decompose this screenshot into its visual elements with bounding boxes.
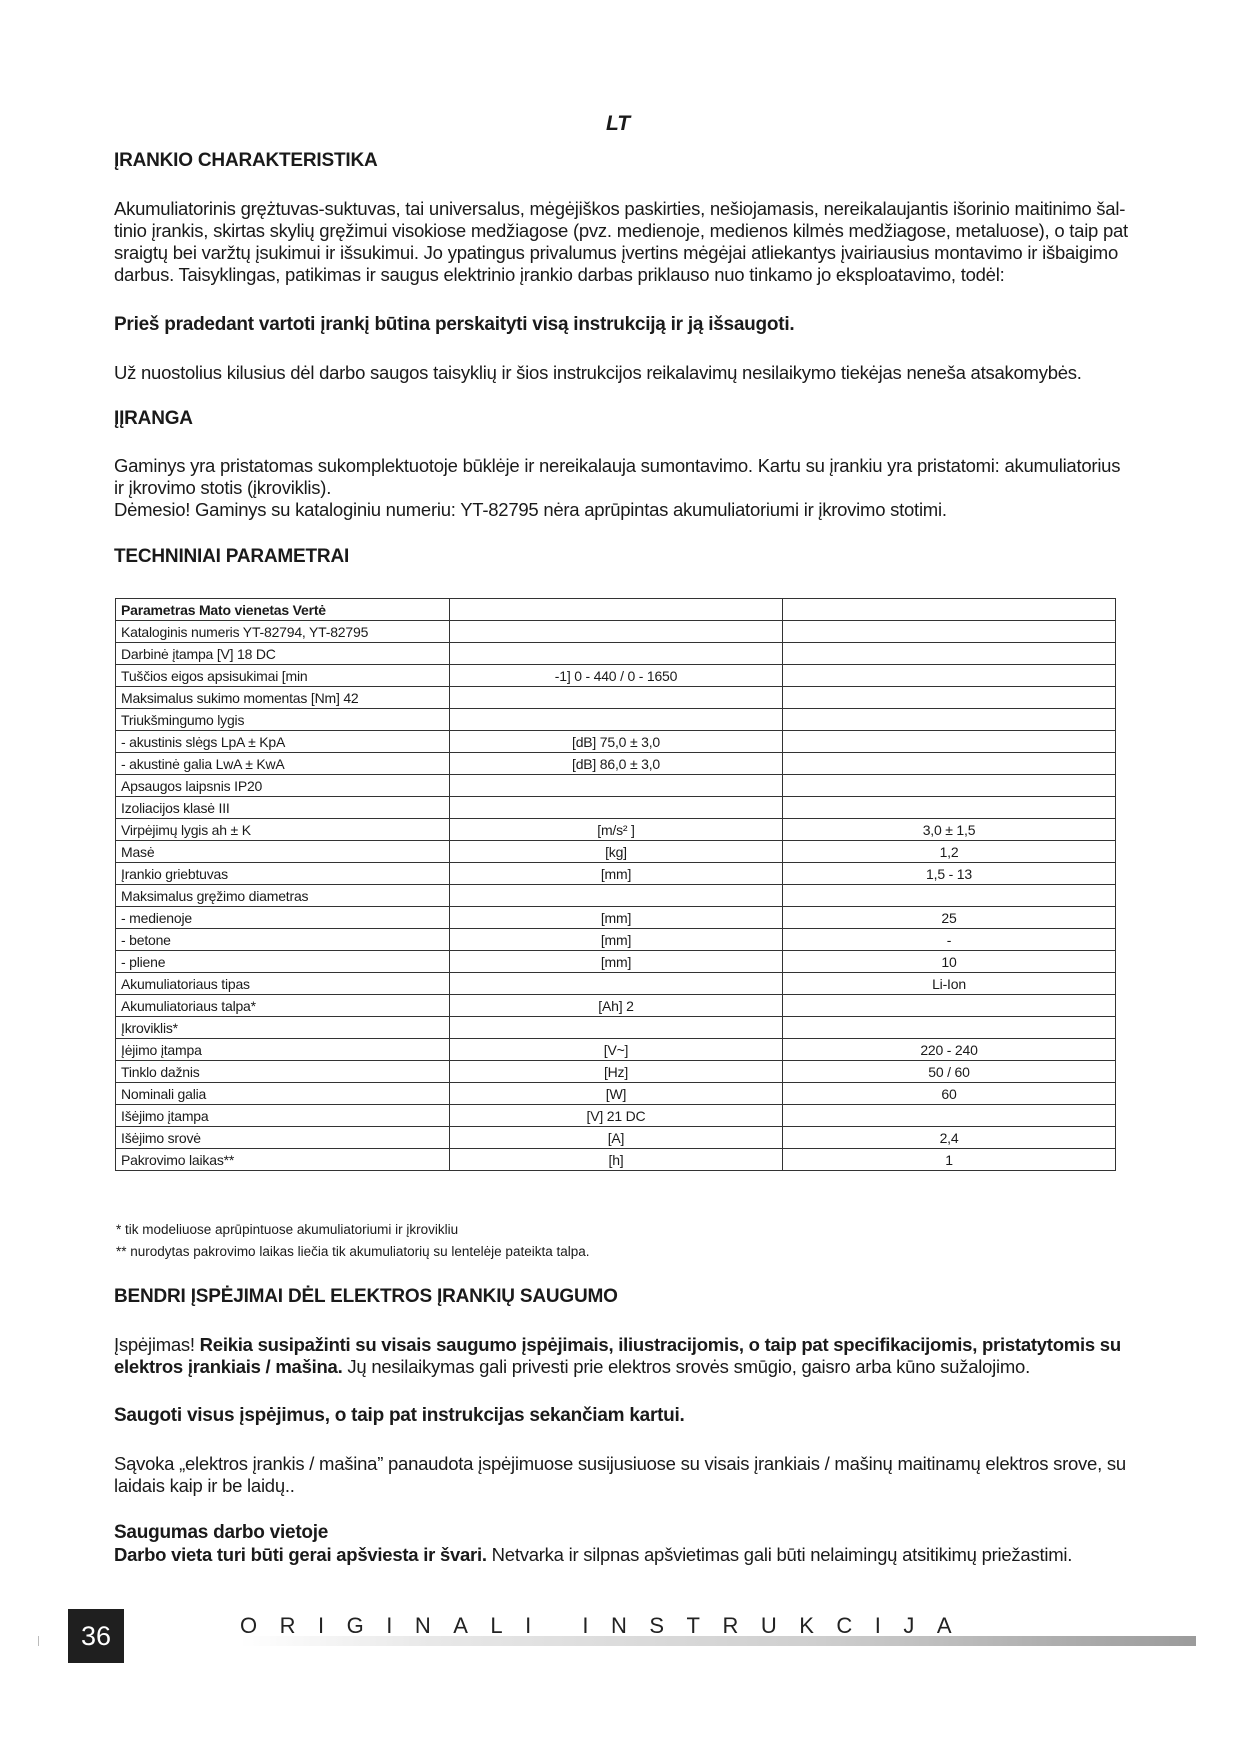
- param-cell: Parametras Mato vienetas Vertė: [116, 599, 450, 621]
- unit-cell: -1] 0 - 440 / 0 - 1650: [450, 665, 783, 687]
- unit-cell: [450, 599, 783, 621]
- unit-cell: [Ah] 2: [450, 995, 783, 1017]
- value-cell: 10: [783, 951, 1116, 973]
- param-cell: Tuščios eigos apsisukimai [min: [116, 665, 450, 687]
- heading-tool-characteristics: ĮRANKIO CHARAKTERISTIKA: [114, 150, 378, 171]
- param-cell: - akustinė galia LwA ± KwA: [116, 753, 450, 775]
- unit-cell: [450, 709, 783, 731]
- table-row: [116, 753, 1116, 775]
- param-cell: - medienoje: [116, 907, 450, 929]
- param-cell: Virpėjimų lygis ah ± K: [116, 819, 450, 841]
- param-cell: Akumuliatoriaus talpa*: [116, 995, 450, 1017]
- value-cell: -: [783, 929, 1116, 951]
- table-row: [116, 1039, 1116, 1061]
- value-cell: [783, 753, 1116, 775]
- table-row: [116, 709, 1116, 731]
- warning-bold-2: elektros įrankiais / mašina.: [114, 1356, 343, 1377]
- value-cell: [783, 687, 1116, 709]
- unit-cell: [dB] 75,0 ± 3,0: [450, 731, 783, 753]
- table-row: [116, 907, 1116, 929]
- text-line: Sąvoka „elektros įrankis / mašina” panaudota įspėjimuose susijusiuose su visais įrankiais / mašinų maitinamų elektros srove, su: [114, 1453, 1126, 1474]
- value-cell: 1: [783, 1149, 1116, 1171]
- table-row: [116, 819, 1116, 841]
- unit-cell: [V~]: [450, 1039, 783, 1061]
- unit-cell: [h]: [450, 1149, 783, 1171]
- table-row: [116, 797, 1116, 819]
- table-row: [116, 599, 1116, 621]
- language-code: LT: [606, 112, 631, 135]
- table-row: [116, 731, 1116, 753]
- value-cell: [783, 599, 1116, 621]
- table-row: [116, 1061, 1116, 1083]
- unit-cell: [mm]: [450, 863, 783, 885]
- text-line: darbus. Taisyklingas, patikimas ir saugus elektrinio įrankio darbas priklauso nuo tinkamo jo eksploatavimo, todėl:: [114, 264, 1005, 285]
- unit-cell: [450, 1017, 783, 1039]
- table-row: [116, 841, 1116, 863]
- table-row: [116, 1127, 1116, 1149]
- param-cell: Apsaugos laipsnis IP20: [116, 775, 450, 797]
- table-row: [116, 643, 1116, 665]
- param-cell: Darbinė įtampa [V] 18 DC: [116, 643, 450, 665]
- bold-keep-warnings: Saugoti visus įspėjimus, o taip pat instrukcijas sekančiam kartui.: [114, 1405, 685, 1426]
- text-line: Gaminys yra pristatomas sukomplektuotoje būklėje ir nereikalauja sumontavimo. Kartu su įrankiu yra pristatomi: akumuliatorius: [114, 455, 1121, 476]
- unit-cell: [450, 885, 783, 907]
- value-cell: 3,0 ± 1,5: [783, 819, 1116, 841]
- text-line: tinio įrankis, skirtas skylių gręžimui visokiose medžiagose (pvz. medienoje, medienos kilmės medžiagose, metaluose), o taip pat: [114, 220, 1128, 241]
- footnote-charging-time: ** nurodytas pakrovimo laikas liečia tik akumuliatorių su lentelėje pateikta talpa.: [116, 1244, 590, 1259]
- paragraph-tool-description: [114, 198, 1128, 286]
- page-number: 36: [68, 1609, 124, 1663]
- value-cell: 2,4: [783, 1127, 1116, 1149]
- value-cell: [783, 665, 1116, 687]
- value-cell: [783, 621, 1116, 643]
- unit-cell: [mm]: [450, 929, 783, 951]
- param-cell: - betone: [116, 929, 450, 951]
- warning-prefix: Įspėjimas!: [114, 1334, 200, 1355]
- table-row: [116, 995, 1116, 1017]
- value-cell: 220 - 240: [783, 1039, 1116, 1061]
- table-row: [116, 1149, 1116, 1171]
- unit-cell: [W]: [450, 1083, 783, 1105]
- table-row: [116, 1105, 1116, 1127]
- text-line: Akumuliatorinis grężtuvas-suktuvas, tai universalus, mėgėjiškos paskirties, nešiojamasis, nereikalaujantis išorinio maitinimo šal-: [114, 198, 1126, 219]
- param-cell: - akustinis slėgs LpA ± KpA: [116, 731, 450, 753]
- value-cell: [783, 885, 1116, 907]
- warning-rest: Jų nesilaikymas gali privesti prie elektros srovės smūgio, gaisro arba kūno sužalojimo.: [342, 1356, 1030, 1377]
- param-cell: Išėjimo srovė: [116, 1127, 450, 1149]
- table-row: [116, 929, 1116, 951]
- param-cell: Akumuliatoriaus tipas: [116, 973, 450, 995]
- value-cell: [783, 775, 1116, 797]
- unit-cell: [kg]: [450, 841, 783, 863]
- unit-cell: [V] 21 DC: [450, 1105, 783, 1127]
- unit-cell: [Hz]: [450, 1061, 783, 1083]
- unit-cell: [mm]: [450, 951, 783, 973]
- table-row: [116, 973, 1116, 995]
- table-row: [116, 621, 1116, 643]
- param-cell: Triukšmingumo lygis: [116, 709, 450, 731]
- unit-cell: [450, 621, 783, 643]
- param-cell: Masė: [116, 841, 450, 863]
- heading-technical-parameters: TECHNINIAI PARAMETRAI: [114, 546, 350, 567]
- param-cell: Tinklo dažnis: [116, 1061, 450, 1083]
- value-cell: 60: [783, 1083, 1116, 1105]
- param-cell: Maksimalus sukimo momentas [Nm] 42: [116, 687, 450, 709]
- param-cell: - pliene: [116, 951, 450, 973]
- warning-bold-1: Reikia susipažinti su visais saugumo įspėjimais, iliustracijomis, o taip pat specifikacijomis, pristatytomis su: [199, 1334, 1121, 1355]
- workplace-heading: Saugumas darbo vietoje: [114, 1522, 329, 1543]
- technical-parameters-table: [115, 598, 1116, 1171]
- value-cell: [783, 995, 1116, 1017]
- text-line: ir įkrovimo stotis (įkroviklis).: [114, 477, 332, 498]
- value-cell: [783, 1105, 1116, 1127]
- unit-cell: [450, 973, 783, 995]
- value-cell: [783, 643, 1116, 665]
- table-row: [116, 775, 1116, 797]
- unit-cell: [450, 643, 783, 665]
- param-cell: Pakrovimo laikas**: [116, 1149, 450, 1171]
- footnote-battery-models: * tik modeliuose aprūpintuose akumuliatoriumi ir įkrovikliu: [116, 1222, 459, 1237]
- text-line: sraigtų bei varžtų įsukimui ir išsukimui. Jo ypatingus privalumus įvertins mėgėjai atliekantys įvairiausius montavimo ir išbaigimo: [114, 242, 1118, 263]
- unit-cell: [450, 687, 783, 709]
- value-cell: [783, 709, 1116, 731]
- value-cell: 1,2: [783, 841, 1116, 863]
- value-cell: [783, 1017, 1116, 1039]
- value-cell: [783, 797, 1116, 819]
- paragraph-equipment: [114, 455, 1121, 521]
- text-line: [114, 1544, 1118, 1566]
- bold-note-read-instructions: Prieš pradedant vartoti įrankį būtina perskaityti visą instrukciją ir ją išsaugoti.: [114, 314, 795, 335]
- table-row: [116, 885, 1116, 907]
- unit-cell: [dB] 86,0 ± 3,0: [450, 753, 783, 775]
- footer-tick-mark: [38, 1636, 39, 1646]
- table-row: [116, 863, 1116, 885]
- value-cell: 1,5 - 13: [783, 863, 1116, 885]
- text-line: [114, 1356, 1118, 1378]
- value-cell: [783, 731, 1116, 753]
- table-row: [116, 687, 1116, 709]
- text-line: laidais kaip ir be laidų..: [114, 1475, 295, 1496]
- param-cell: Kataloginis numeris YT-82794, YT-82795: [116, 621, 450, 643]
- value-cell: 25: [783, 907, 1116, 929]
- workplace-bold: Darbo vieta turi būti gerai apšviesta ir švari.: [114, 1544, 487, 1565]
- table-row: [116, 1083, 1116, 1105]
- param-cell: Izoliacijos klasė III: [116, 797, 450, 819]
- value-cell: Li-Ion: [783, 973, 1116, 995]
- table-row: [116, 1017, 1116, 1039]
- paragraph-warning: [114, 1334, 1121, 1378]
- paragraph-liability: Už nuostolius kilusius dėl darbo saugos taisyklių ir šios instrukcijos reikalavimų nesilaikymo tiekėjas neneša atsakomybės.: [114, 362, 1082, 383]
- unit-cell: [450, 797, 783, 819]
- text-line: Dėmesio! Gaminys su kataloginiu numeriu: YT-82795 nėra aprūpintas akumuliatoriumi ir įkrovimo stotimi.: [114, 499, 947, 520]
- unit-cell: [A]: [450, 1127, 783, 1149]
- param-cell: Maksimalus gręžimo diametras: [116, 885, 450, 907]
- param-cell: Įkroviklis*: [116, 1017, 450, 1039]
- text-line: [114, 1334, 1121, 1356]
- footer-title: ORIGINALI INSTRUKCIJA: [240, 1613, 975, 1638]
- unit-cell: [m/s² ]: [450, 819, 783, 841]
- unit-cell: [450, 775, 783, 797]
- heading-equipment: ĮĮRANGA: [114, 408, 193, 429]
- param-cell: Nominali galia: [116, 1083, 450, 1105]
- param-cell: Išėjimo įtampa: [116, 1105, 450, 1127]
- value-cell: 50 / 60: [783, 1061, 1116, 1083]
- param-cell: Įėjimo įtampa: [116, 1039, 450, 1061]
- unit-cell: [mm]: [450, 907, 783, 929]
- paragraph-concept: [114, 1453, 1126, 1497]
- table-row: [116, 665, 1116, 687]
- heading-general-safety-warnings: BENDRI ĮSPĖJIMAI DĖL ELEKTROS ĮRANKIŲ SAUGUMO: [114, 1286, 618, 1307]
- workplace-rest: Netvarka ir silpnas apšvietimas gali būti nelaimingų atsitikimų priežastimi.: [486, 1544, 1073, 1565]
- paragraph-workplace: [114, 1522, 1118, 1566]
- table-row: [116, 951, 1116, 973]
- param-cell: Įrankio griebtuvas: [116, 863, 450, 885]
